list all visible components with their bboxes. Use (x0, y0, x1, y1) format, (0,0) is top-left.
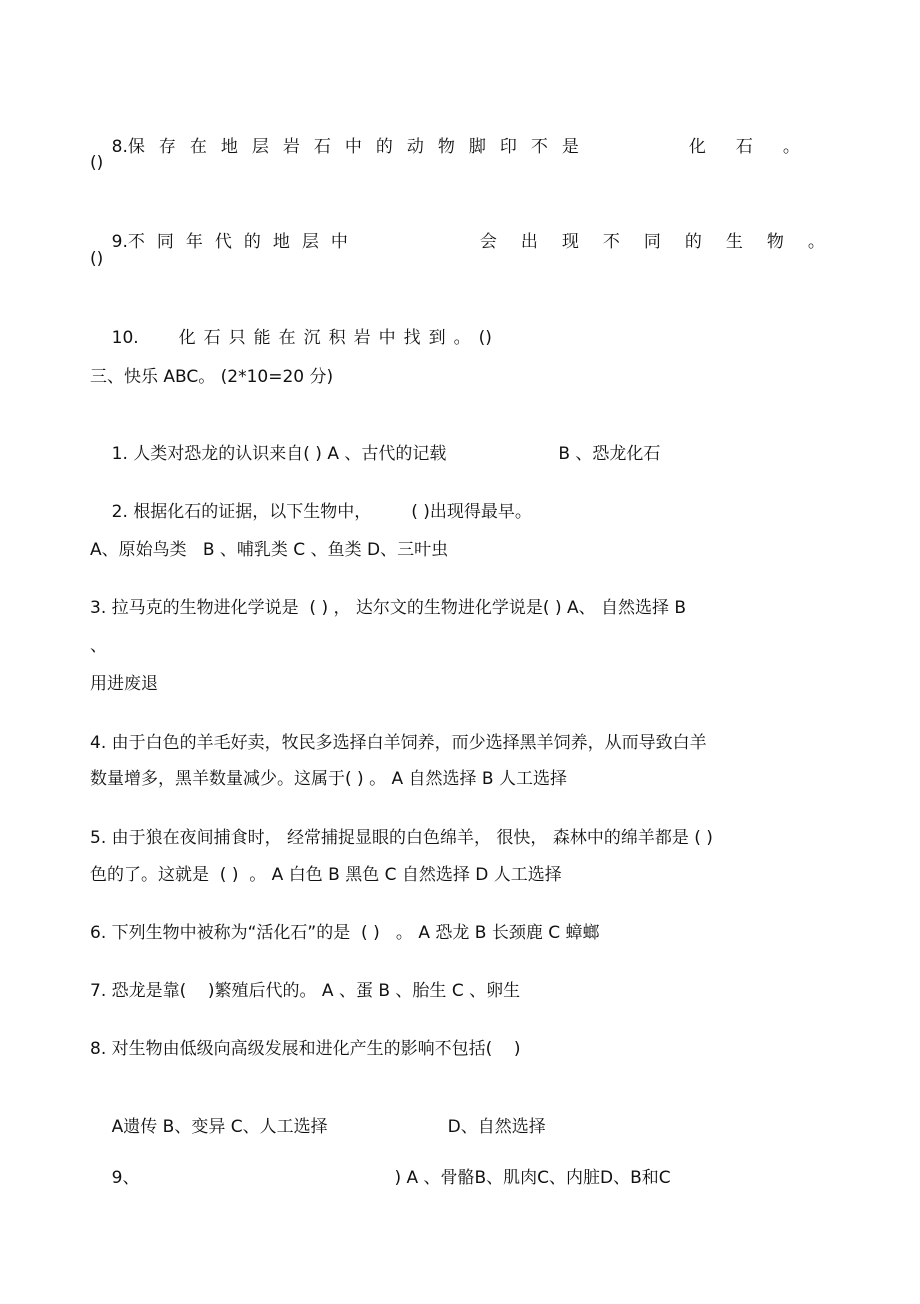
mc-q8-options-left: A遗传 B、变异 C、人工选择 (111, 1117, 328, 1137)
mc-q3-line: 3. 拉马克的生物进化学说是 ( ) ， 达尔文的生物进化学说是( ) A、 自然选择 B (90, 598, 687, 618)
judge-q8-number: 8. (111, 137, 128, 157)
judge-q10-paren: () (478, 328, 492, 348)
mc-q5-line1: 5. 由于狼在夜间捕食时， 经常捕捉显眼的白色绵羊， 很快， 森林中的绵羊都是 ( ) (90, 828, 713, 848)
mc-q1-line (90, 424, 660, 484)
mc-q9-number: 9、 (111, 1168, 140, 1188)
mc-q9-tail: ) A 、骨骼B、肌肉C、内脏D、B和C (394, 1168, 671, 1188)
mc-q8-line: 8. 对生物由低级向高级发展和进化产生的影响不包括( ) (90, 1039, 521, 1059)
mc-q6-line: 6. 下列生物中被称为“活化石”的是 ( ) 。 A 恐龙 B 长颈鹿 C 蟑螂 (90, 923, 600, 943)
mc-q1-text: 1. 人类对恐龙的认识来自( ) A 、古代的记载 (111, 444, 447, 464)
mc-q1-option-b: B 、恐龙化石 (558, 444, 661, 464)
mc-q7-line: 7. 恐龙是靠( )繁殖后代的。 A 、蛋 B 、胎生 C 、卵生 (90, 981, 521, 1001)
mc-q9-line (90, 1148, 671, 1208)
judge-q8-paren: () (90, 153, 104, 173)
mc-q3-line2: 用进废退 (90, 674, 158, 694)
mc-q4-line1: 4. 由于白色的羊毛好卖，牧民多选择白羊饲养，而少选择黑羊饲养，从而导致白羊 (90, 733, 707, 753)
judge-q9-tail: 会出现不同的生物。 (479, 232, 849, 252)
mc-q2-blank: ( )出现得最早。 (411, 502, 532, 522)
judge-q9-number: 9. (111, 232, 128, 252)
mc-q3-cont: 、 (90, 636, 107, 656)
judge-q9-line (90, 212, 849, 272)
mc-q8-options-right: D、自然选择 (447, 1117, 546, 1137)
judge-q10-number: 10. (111, 328, 139, 348)
mc-q5-line2: 色的了。这就是 ( ) 。 A 白色 B 黑色 C 自然选择 D 人工选择 (90, 865, 562, 885)
mc-q2-line (90, 482, 532, 542)
mc-q4-line2: 数量增多，黑羊数量减少。这属于( ) 。 A 自然选择 B 人工选择 (90, 769, 567, 789)
mc-q2-options: A、原始鸟类 B 、哺乳类 C 、鱼类 D、三叶虫 (90, 540, 449, 560)
judge-q9-text: 不同年代的地层中 (127, 232, 360, 252)
judge-q9-paren: () (90, 249, 104, 269)
mc-q2-text: 2. 根据化石的证据，以下生物中， (111, 502, 372, 522)
judge-q10-line (90, 308, 492, 368)
judge-q8-tail: 化石。 (688, 137, 830, 157)
section3-heading: 三、快乐 ABC。 (2*10=20 分) (90, 367, 334, 387)
judge-q10-text: 化石只能在沉积岩中找到。 (178, 328, 479, 348)
judge-q8-text: 保存在地层岩石中的动物脚印不是 (127, 137, 593, 157)
judge-q8-line (90, 117, 830, 177)
